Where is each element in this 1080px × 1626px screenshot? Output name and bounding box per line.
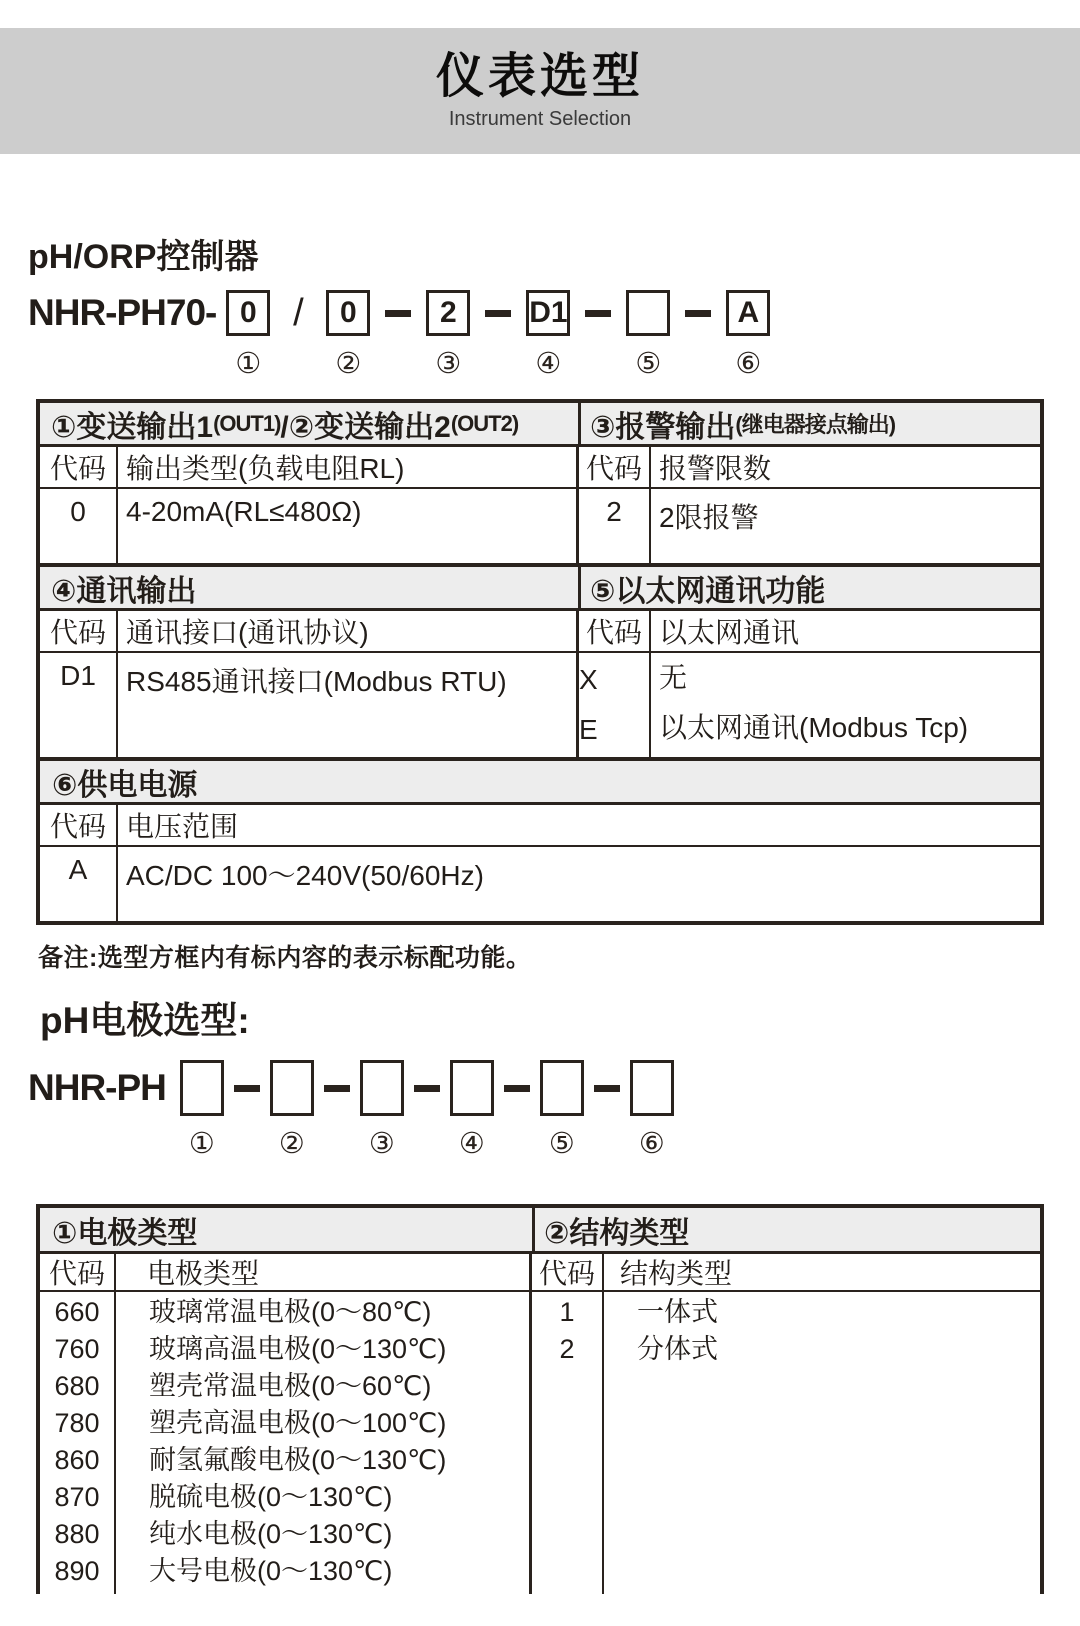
position-number-3: ③ bbox=[368, 1126, 395, 1160]
electrode-model-code-row bbox=[28, 1060, 1080, 1160]
structure-desc-column bbox=[604, 1292, 1040, 1594]
table2-value-rows bbox=[40, 1292, 1040, 1594]
dash-icon bbox=[234, 1085, 260, 1092]
code-value: X bbox=[579, 664, 598, 695]
code-box-5-empty bbox=[540, 1060, 584, 1116]
type-value: 脱硫电极(0～130℃) bbox=[149, 1482, 393, 1512]
table1-section1-value-row bbox=[40, 489, 1040, 563]
position-number-6: ⑥ bbox=[638, 1126, 665, 1160]
separator-dash bbox=[470, 290, 526, 317]
code-position-2 bbox=[270, 1060, 314, 1160]
position-number-3: ③ bbox=[435, 346, 462, 380]
electrode-model-prefix: NHR-PH bbox=[28, 1067, 166, 1108]
type-value: RS485通讯接口(Modbus RTU) bbox=[118, 653, 579, 757]
table1-section2-label-row bbox=[40, 611, 1040, 653]
code-position-3 bbox=[360, 1060, 404, 1160]
code-value: 660 bbox=[54, 1297, 100, 1327]
type-column-label: 电压范围 bbox=[126, 811, 239, 842]
header-power-supply bbox=[40, 761, 1040, 805]
header-text: ⑥供电电源 bbox=[52, 768, 198, 802]
structure-code-column bbox=[532, 1292, 604, 1594]
code-position-1 bbox=[180, 1060, 224, 1160]
separator-dash bbox=[404, 1060, 450, 1092]
type-column-label: 结构类型 bbox=[620, 1258, 733, 1289]
table1-section1-header-row bbox=[40, 403, 1040, 447]
note-text: 备注:选型方框内有标内容的表示标配功能。 bbox=[38, 944, 532, 972]
separator-dash bbox=[494, 1060, 540, 1092]
code-value: D1 bbox=[40, 653, 118, 757]
code-value: 0 bbox=[40, 489, 118, 563]
controller-section-title: pH/ORP控制器 bbox=[28, 238, 259, 276]
header-text-small: (继电器接点输出) bbox=[735, 412, 896, 437]
controller-model-prefix: NHR-PH70- bbox=[28, 292, 217, 333]
code-box-2: 0 bbox=[326, 290, 370, 336]
position-number-4: ④ bbox=[458, 1126, 485, 1160]
table1-section2-header-row bbox=[40, 567, 1040, 611]
type-value: 塑壳高温电极(0～100℃) bbox=[149, 1408, 447, 1438]
position-number-6: ⑥ bbox=[735, 346, 762, 380]
table1-section-2 bbox=[40, 567, 1040, 761]
electrode-desc-column bbox=[116, 1292, 532, 1594]
code-box-4-empty bbox=[450, 1060, 494, 1116]
dash-icon bbox=[385, 310, 411, 317]
dash-icon bbox=[594, 1085, 620, 1092]
type-value: 无 bbox=[659, 662, 688, 693]
header-comm-output bbox=[40, 567, 581, 608]
type-value: 塑壳常温电极(0～60℃) bbox=[149, 1371, 432, 1401]
header-alarm-output bbox=[581, 403, 1040, 444]
code-value: 2 bbox=[559, 1334, 575, 1364]
code-position-5 bbox=[626, 290, 670, 380]
separator-dash bbox=[584, 1060, 630, 1092]
dash-icon bbox=[485, 310, 511, 317]
type-column-label: 报警限数 bbox=[659, 453, 772, 484]
code-value: 780 bbox=[54, 1408, 100, 1438]
code-box-2-empty bbox=[270, 1060, 314, 1116]
electrode-selection-table bbox=[36, 1204, 1044, 1594]
code-value: E bbox=[579, 714, 598, 745]
page-subtitle: Instrument Selection bbox=[448, 108, 632, 130]
type-value: 以太网通讯(Modbus Tcp) bbox=[659, 712, 969, 743]
table1-section2-value-row bbox=[40, 653, 1040, 757]
type-column-label: 以太网通讯 bbox=[659, 617, 800, 648]
header-text-small: (OUT1) bbox=[213, 410, 281, 436]
header-text: ⑤以太网通讯功能 bbox=[590, 574, 826, 608]
code-position-4 bbox=[450, 1060, 494, 1160]
code-position-6 bbox=[630, 1060, 674, 1160]
type-column-label: 输出类型(负载电阻RL) bbox=[118, 447, 579, 487]
page-title: 仪表选型 bbox=[435, 50, 644, 103]
type-value: 一体式 bbox=[637, 1297, 718, 1327]
code-column-label: 代码 bbox=[40, 447, 118, 487]
type-value: 大号电极(0～130℃) bbox=[149, 1556, 393, 1586]
type-value: 4-20mA(RL≤480Ω) bbox=[118, 489, 579, 563]
code-box-6-empty bbox=[630, 1060, 674, 1116]
code-box-6: A bbox=[726, 290, 770, 336]
code-box-3: 2 bbox=[426, 290, 470, 336]
separator-dash bbox=[570, 290, 626, 317]
header-text: ③报警输出 bbox=[590, 410, 736, 444]
type-value: 2限报警 bbox=[659, 502, 759, 533]
code-position-1 bbox=[226, 290, 270, 380]
position-number-1: ① bbox=[235, 346, 262, 380]
header-electrode-type: ①电极类型 bbox=[40, 1208, 535, 1251]
code-value-stack bbox=[579, 653, 651, 757]
table1-section-3 bbox=[40, 761, 1040, 921]
code-value: 880 bbox=[54, 1519, 100, 1549]
table1-section3-value-row bbox=[40, 847, 1040, 921]
header-transmit-output bbox=[40, 403, 581, 444]
separator-dash bbox=[670, 290, 726, 317]
type-column-label: 通讯接口(通讯协议) bbox=[118, 611, 579, 651]
separator-slash: / bbox=[293, 292, 304, 334]
separator-dash bbox=[224, 1060, 270, 1092]
dash-icon bbox=[685, 310, 711, 317]
code-value: A bbox=[40, 847, 118, 921]
separator-dash bbox=[370, 290, 426, 317]
code-value: 760 bbox=[54, 1334, 100, 1364]
page-banner bbox=[0, 28, 1080, 154]
controller-selection-table bbox=[36, 399, 1044, 925]
position-number-1: ① bbox=[188, 1126, 215, 1160]
position-number-2: ② bbox=[335, 346, 362, 380]
header-text: ①变送输出1 bbox=[51, 410, 214, 444]
code-position-5 bbox=[540, 1060, 584, 1160]
code-value: 870 bbox=[54, 1482, 100, 1512]
type-value: 分体式 bbox=[637, 1334, 718, 1364]
header-text: ④通讯输出 bbox=[51, 574, 197, 608]
position-number-2: ② bbox=[278, 1126, 305, 1160]
position-number-4: ④ bbox=[535, 346, 562, 380]
code-column-label: 代码 bbox=[579, 447, 651, 487]
dash-icon bbox=[414, 1085, 440, 1092]
code-column-label: 代码 bbox=[40, 1254, 116, 1290]
code-value: 860 bbox=[54, 1445, 100, 1475]
table1-section-1 bbox=[40, 403, 1040, 567]
code-value: 890 bbox=[54, 1556, 100, 1586]
electrode-code-column bbox=[40, 1292, 116, 1594]
header-structure-type: ②结构类型 bbox=[544, 1216, 690, 1250]
table1-section1-label-row bbox=[40, 447, 1040, 489]
code-box-5-empty bbox=[626, 290, 670, 336]
position-number-5: ⑤ bbox=[635, 346, 662, 380]
code-value: 2 bbox=[579, 489, 651, 563]
type-value-stack bbox=[651, 653, 1040, 757]
code-column-label: 代码 bbox=[40, 805, 118, 845]
dash-icon bbox=[504, 1085, 530, 1092]
separator-dash bbox=[314, 1060, 360, 1092]
table1-section3-label-row bbox=[40, 805, 1040, 847]
dash-icon bbox=[585, 310, 611, 317]
header-ethernet-function bbox=[581, 567, 1040, 608]
code-box-3-empty bbox=[360, 1060, 404, 1116]
code-position-4 bbox=[526, 290, 570, 380]
code-column-label: 代码 bbox=[579, 611, 651, 651]
code-column-label: 代码 bbox=[40, 611, 118, 651]
header-text-small: (OUT2) bbox=[450, 410, 519, 436]
type-value: 耐氢氟酸电极(0～130℃) bbox=[149, 1445, 447, 1475]
code-box-4: D1 bbox=[526, 290, 570, 336]
code-box-1: 0 bbox=[226, 290, 270, 336]
table2-header-row bbox=[40, 1208, 1040, 1254]
type-column-label: 电极类型 bbox=[116, 1254, 532, 1290]
code-box-1-empty bbox=[180, 1060, 224, 1116]
code-position-3 bbox=[426, 290, 470, 380]
code-position-6 bbox=[726, 290, 770, 380]
electrode-section-title: pH电极选型: bbox=[40, 1000, 250, 1041]
type-value: 纯水电极(0～130℃) bbox=[149, 1519, 393, 1549]
type-value: 玻璃高温电极(0～130℃) bbox=[149, 1334, 447, 1364]
header-text: /②变送输出2 bbox=[280, 410, 451, 444]
code-position-2 bbox=[326, 290, 370, 380]
controller-model-code-row bbox=[28, 290, 1080, 380]
code-column-label: 代码 bbox=[532, 1254, 604, 1290]
code-value: 1 bbox=[559, 1297, 575, 1327]
dash-icon bbox=[324, 1085, 350, 1092]
code-value: 680 bbox=[54, 1371, 100, 1401]
table2-label-row bbox=[40, 1254, 1040, 1292]
position-number-5: ⑤ bbox=[548, 1126, 575, 1160]
type-value: 玻璃常温电极(0～80℃) bbox=[149, 1297, 432, 1327]
type-value: AC/DC 100～240V(50/60Hz) bbox=[126, 860, 484, 891]
